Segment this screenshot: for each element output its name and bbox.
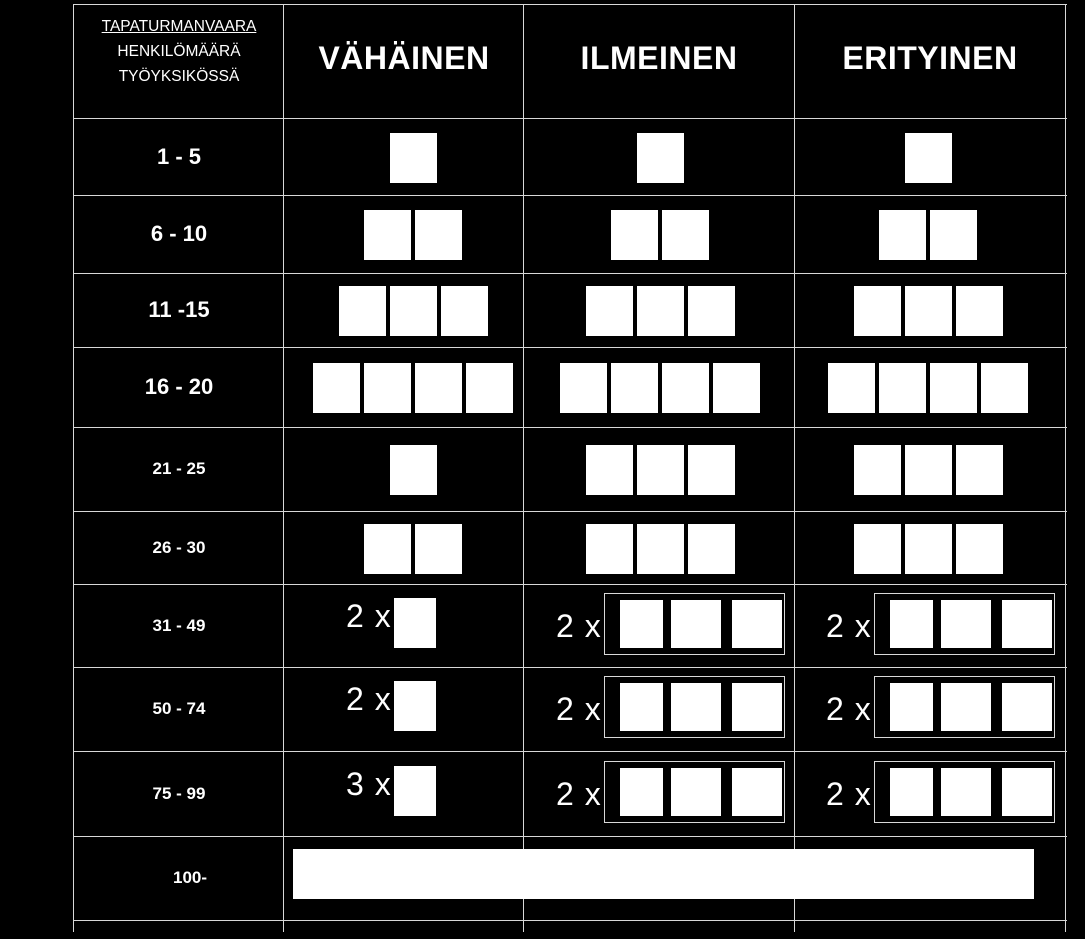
person-square [390, 445, 437, 495]
row-label: 6 - 10 [150, 221, 208, 246]
person-square [879, 363, 926, 413]
person-square [586, 286, 633, 336]
person-square [390, 286, 437, 336]
person-square [956, 524, 1003, 574]
row-label: 100- [172, 868, 208, 887]
row-label: 11 -15 [148, 297, 210, 322]
person-square [620, 600, 663, 648]
person-square [415, 524, 462, 574]
person-square [466, 363, 513, 413]
person-square [560, 363, 607, 413]
person-square [828, 363, 875, 413]
row-label: 50 - 74 [152, 699, 206, 718]
person-square [586, 524, 633, 574]
person-square [637, 524, 684, 574]
person-square [930, 210, 977, 260]
person-square [364, 210, 411, 260]
person-square [364, 363, 411, 413]
person-square [390, 133, 437, 183]
person-square [732, 683, 782, 731]
grid-hline [73, 347, 1067, 348]
person-square [688, 286, 735, 336]
person-square [930, 363, 977, 413]
person-square [905, 445, 952, 495]
row-label: 31 - 49 [152, 615, 206, 635]
person-square [394, 766, 436, 816]
grid-vline [73, 4, 74, 932]
person-square [981, 363, 1028, 413]
person-square [905, 133, 952, 183]
person-square [637, 133, 684, 183]
person-square [890, 768, 933, 816]
person-square [732, 600, 782, 648]
person-square [879, 210, 926, 260]
person-square [941, 600, 991, 648]
person-square [854, 445, 901, 495]
person-square [854, 286, 901, 336]
row-label: 16 - 20 [144, 374, 214, 399]
person-square [1002, 600, 1052, 648]
person-square [415, 363, 462, 413]
multiplier-label: 2 x [556, 775, 602, 812]
person-square [890, 600, 933, 648]
person-square [415, 210, 462, 260]
person-square [620, 683, 663, 731]
person-square [586, 445, 633, 495]
corner-header-line-unit: TYÖYKSIKÖSSÄ [118, 68, 240, 85]
person-square [890, 683, 933, 731]
person-square [313, 363, 360, 413]
column-header-ilmeinen: ILMEINEN [580, 40, 738, 76]
person-square [956, 445, 1003, 495]
person-square [611, 210, 658, 260]
person-square [611, 363, 658, 413]
multiplier-label: 2 x [826, 775, 872, 812]
person-square [637, 445, 684, 495]
multiplier-label: 2 x [556, 607, 602, 644]
multiplier-label: 2 x [346, 597, 392, 634]
person-square [688, 524, 735, 574]
grid-hline [73, 667, 1067, 668]
person-square [1002, 768, 1052, 816]
column-header-vahainen: VÄHÄINEN [318, 40, 490, 76]
grid-vline [523, 4, 524, 932]
person-square [671, 683, 721, 731]
grid-vline [283, 4, 284, 932]
person-square [394, 681, 436, 731]
grid-hline [73, 920, 1067, 921]
person-square [905, 524, 952, 574]
grid-hline [73, 584, 1067, 585]
corner-header [75, 14, 283, 89]
multiplier-label: 2 x [346, 681, 392, 717]
person-square [941, 768, 991, 816]
grid-hline [73, 195, 1067, 196]
person-square [1002, 683, 1052, 731]
multiplier-label: 2 x [556, 691, 602, 727]
grid-vline [794, 4, 795, 932]
person-square [662, 363, 709, 413]
grid-hline [73, 118, 1067, 119]
full-width-bar [293, 849, 1034, 899]
grid-vline [1065, 4, 1066, 932]
corner-header-line-risk: TAPATURMANVAARA [101, 18, 257, 35]
multiplier-label: 2 x [826, 691, 872, 727]
row-label: 26 - 30 [152, 537, 206, 557]
row-label: 75 - 99 [152, 783, 206, 803]
column-header-erityinen: ERITYINEN [842, 40, 1018, 76]
person-square [441, 286, 488, 336]
person-square [339, 286, 386, 336]
person-square [364, 524, 411, 574]
person-square [688, 445, 735, 495]
person-square [662, 210, 709, 260]
person-square [620, 768, 663, 816]
person-square [713, 363, 760, 413]
grid-hline [73, 511, 1067, 512]
row-label: 21 - 25 [152, 459, 206, 478]
person-square [671, 600, 721, 648]
grid-hline [73, 836, 1067, 837]
person-square [854, 524, 901, 574]
grid-hline [73, 273, 1067, 274]
grid-hline [73, 4, 1067, 5]
person-square [905, 286, 952, 336]
person-square [394, 598, 436, 648]
row-label: 1 - 5 [156, 143, 202, 169]
multiplier-label: 3 x [346, 765, 392, 802]
grid-hline [73, 427, 1067, 428]
person-square [637, 286, 684, 336]
person-square [671, 768, 721, 816]
multiplier-label: 2 x [826, 607, 872, 644]
person-square [941, 683, 991, 731]
person-square [732, 768, 782, 816]
corner-header-line-people: HENKILÖMÄÄRÄ [117, 43, 241, 60]
grid-hline [73, 751, 1067, 752]
person-square [956, 286, 1003, 336]
